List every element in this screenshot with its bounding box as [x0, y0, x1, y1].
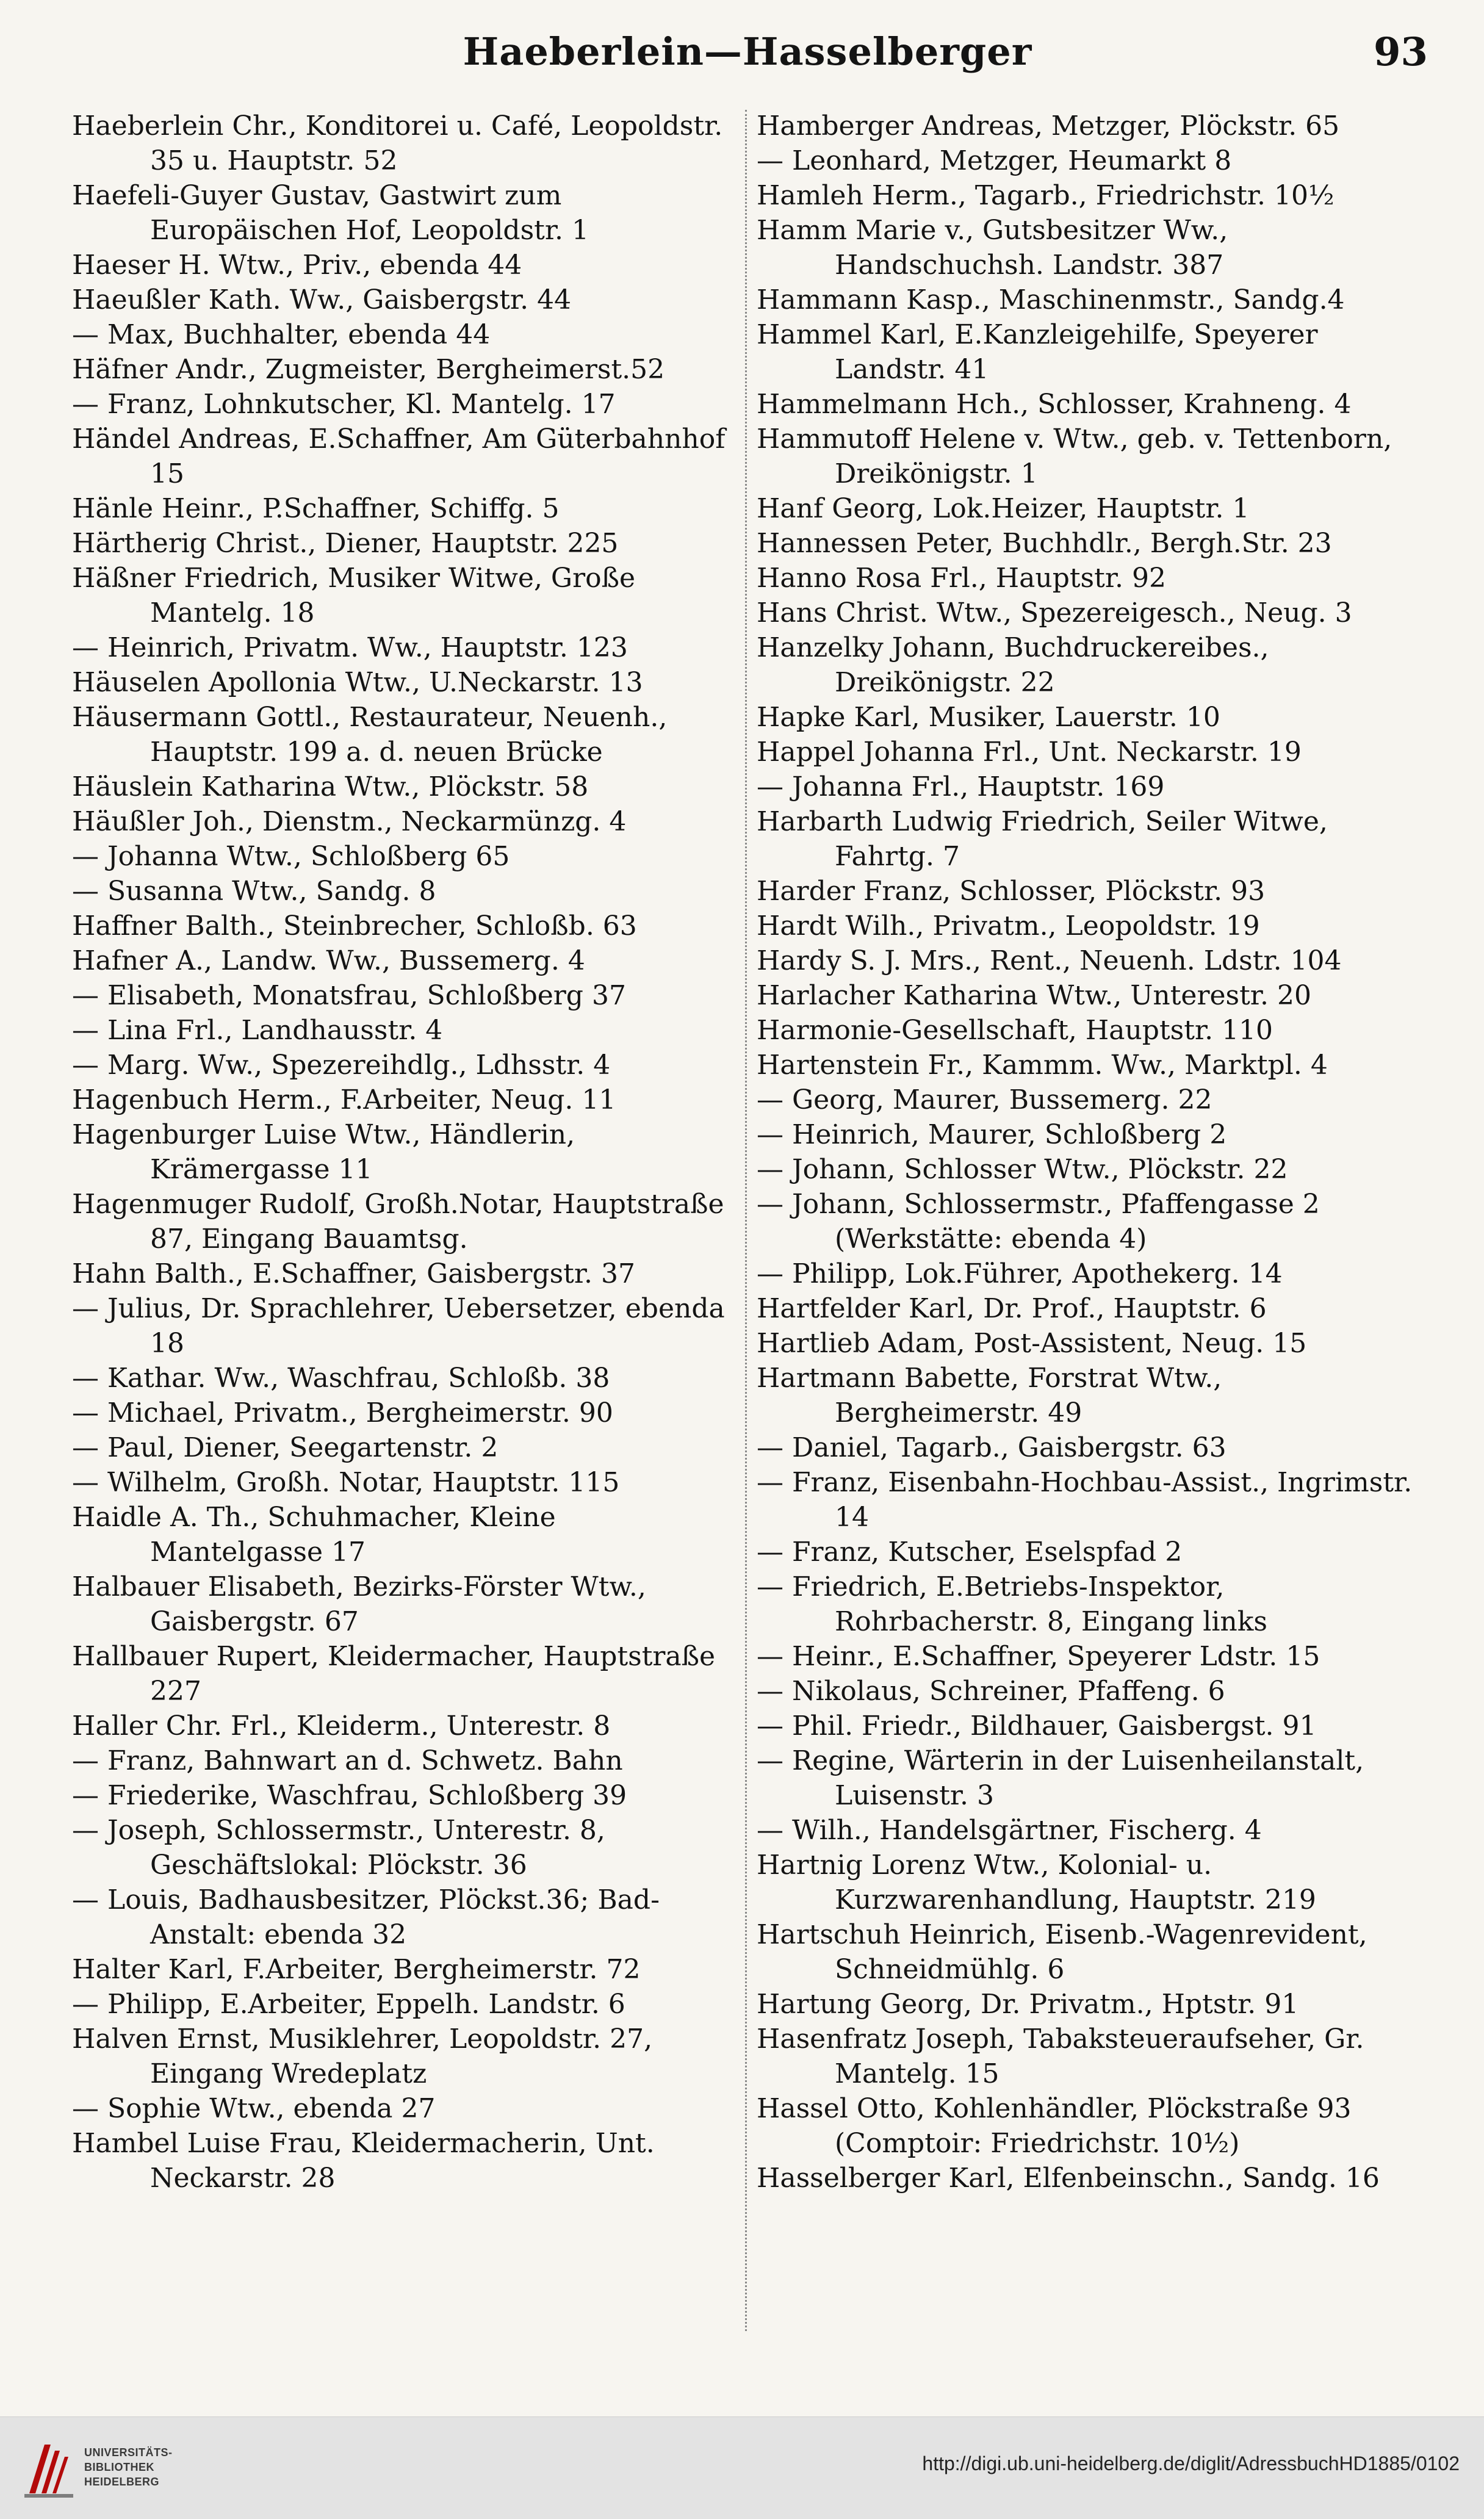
directory-entry: Hammel Karl, E.Kanzleigehilfe, Speyerer Landstr. 41 — [757, 319, 1318, 385]
directory-entry: Hamm Marie v., Gutsbesitzer Ww., Handschuchsh. Landstr. 387 — [757, 215, 1228, 281]
directory-entry: Harbarth Ludwig Friedrich, Seiler Witwe, Fahrtg. 7 — [757, 806, 1328, 872]
directory-entry: Häßner Friedrich, Musiker Witwe, Große Mantelg. 18 — [72, 563, 636, 629]
directory-entry: — Wilhelm, Großh. Notar, Hauptstr. 115 — [72, 1467, 620, 1498]
directory-entry: Happel Johanna Frl., Unt. Neckarstr. 19 — [757, 737, 1302, 768]
directory-entry: — Paul, Diener, Seegartenstr. 2 — [72, 1432, 499, 1463]
directory-entry: Hambel Luise Frau, Kleidermacherin, Unt. Neckarstr. 28 — [72, 2128, 655, 2194]
directory-entry: Harmonie-Gesellschaft, Hauptstr. 110 — [757, 1015, 1273, 1046]
directory-entry: Hartlieb Adam, Post-Assistent, Neug. 15 — [757, 1328, 1307, 1359]
directory-entry: — Philipp, Lok.Führer, Apothekerg. 14 — [757, 1258, 1283, 1289]
directory-entry: — Johann, Schlossermstr., Pfaffengasse 2 (Werkstätte: ebenda 4) — [757, 1189, 1320, 1255]
directory-entry: Hagenbuch Herm., F.Arbeiter, Neug. 11 — [72, 1084, 616, 1115]
directory-entry: — Franz, Lohnkutscher, Kl. Mantelg. 17 — [72, 389, 616, 420]
directory-entry: — Johanna Wtw., Schloßberg 65 — [72, 841, 510, 872]
directory-entry: — Friederike, Waschfrau, Schloßberg 39 — [72, 1780, 627, 1811]
directory-entry: Haefeli-Guyer Gustav, Gastwirt zum Europäischen Hof, Leopoldstr. 1 — [72, 180, 589, 246]
digitization-footer — [0, 2416, 1484, 2519]
directory-entry: — Max, Buchhalter, ebenda 44 — [72, 319, 491, 350]
directory-entry: — Lina Frl., Landhausstr. 4 — [72, 1015, 443, 1046]
directory-entry: Hardy S. J. Mrs., Rent., Neuenh. Ldstr. 104 — [757, 945, 1342, 976]
directory-entry: Haidle A. Th., Schuhmacher, Kleine Mantelgasse 17 — [72, 1502, 556, 1568]
column-divider — [745, 110, 747, 2331]
running-title: Haeberlein—Hasselberger — [463, 29, 1032, 74]
page-header — [67, 12, 1428, 85]
directory-entry: — Sophie Wtw., ebenda 27 — [72, 2093, 436, 2124]
directory-entry: Hagenmuger Rudolf, Großh.Notar, Hauptstraße 87, Eingang Bauamtsg. — [72, 1189, 724, 1255]
directory-entry: Hannessen Peter, Buchhdlr., Bergh.Str. 23 — [757, 528, 1332, 559]
directory-entry: Häusermann Gottl., Restaurateur, Neuenh., Hauptstr. 199 a. d. neuen Brücke — [72, 702, 668, 768]
directory-entry: Hahn Balth., E.Schaffner, Gaisbergstr. 37 — [72, 1258, 636, 1289]
directory-entry: Hagenburger Luise Wtw., Händlerin, Krämergasse 11 — [72, 1119, 575, 1185]
directory-entry: Hallbauer Rupert, Kleidermacher, Hauptstraße 227 — [72, 1641, 716, 1707]
directory-entry: — Kathar. Ww., Waschfrau, Schloßb. 38 — [72, 1363, 610, 1394]
directory-entry: Haffner Balth., Steinbrecher, Schloßb. 63 — [72, 910, 637, 942]
directory-entry: Hartschuh Heinrich, Eisenb.-Wagenrevident, Schneidmühlg. 6 — [757, 1919, 1367, 1985]
directory-entry: Hartfelder Karl, Dr. Prof., Hauptstr. 6 — [757, 1293, 1267, 1324]
directory-entry: Hardt Wilh., Privatm., Leopoldstr. 19 — [757, 910, 1260, 942]
directory-entry: — Leonhard, Metzger, Heumarkt 8 — [757, 145, 1232, 176]
directory-entry: — Regine, Wärterin in der Luisenheilanstalt, Luisenstr. 3 — [757, 1745, 1364, 1811]
directory-entry: Hamberger Andreas, Metzger, Plöckstr. 65 — [757, 110, 1340, 142]
directory-entry: Harlacher Katharina Wtw., Unterestr. 20 — [757, 980, 1311, 1011]
directory-entry: Hammutoff Helene v. Wtw., geb. v. Tettenborn, Dreikönigstr. 1 — [757, 423, 1392, 489]
directory-entry: — Daniel, Tagarb., Gaisbergstr. 63 — [757, 1432, 1226, 1463]
directory-entry: Häuslein Katharina Wtw., Plöckstr. 58 — [72, 771, 589, 802]
directory-entry: Häfner Andr., Zugmeister, Bergheimerst.52 — [72, 354, 665, 385]
directory-entry: Hartmann Babette, Forstrat Wtw., Bergheimerstr. 49 — [757, 1363, 1222, 1429]
directory-entry: Harder Franz, Schlosser, Plöckstr. 93 — [757, 876, 1266, 907]
directory-entry: Hanzelky Johann, Buchdruckereibes., Dreikönigstr. 22 — [757, 632, 1269, 698]
logo-line-3: HEIDELBERG — [84, 2476, 160, 2488]
directory-entry: — Joseph, Schlossermstr., Unterestr. 8, Geschäftslokal: Plöckstr. 36 — [72, 1815, 605, 1881]
directory-entry: — Friedrich, E.Betriebs-Inspektor, Rohrbacherstr. 8, Eingang links — [757, 1571, 1267, 1637]
directory-entry: — Louis, Badhausbesitzer, Plöckst.36; Bad-Anstalt: ebenda 32 — [72, 1884, 660, 1950]
directory-entry: Hassel Otto, Kohlenhändler, Plöckstraße 93 (Comptoir: Friedrichstr. 10½) — [757, 2093, 1352, 2159]
directory-entry: Haeußler Kath. Ww., Gaisbergstr. 44 — [72, 284, 572, 315]
page-number: 93 — [1373, 29, 1428, 75]
directory-entry: Händel Andreas, E.Schaffner, Am Güterbahnhof 15 — [72, 423, 726, 489]
directory-entry: Hasenfratz Joseph, Tabaksteueraufseher, Gr. Mantelg. 15 — [757, 2023, 1364, 2089]
directory-entry: Hänle Heinr., P.Schaffner, Schiffg. 5 — [72, 493, 560, 524]
directory-entry: Hasselberger Karl, Elfenbeinschn., Sandg. 16 — [757, 2163, 1380, 2194]
directory-entry: Hammelmann Hch., Schlosser, Krahneng. 4 — [757, 389, 1352, 420]
directory-column-left — [72, 109, 734, 2336]
directory-entry: Hapke Karl, Musiker, Lauerstr. 10 — [757, 702, 1220, 733]
directory-entry: — Johanna Frl., Hauptstr. 169 — [757, 771, 1165, 802]
directory-entry: — Michael, Privatm., Bergheimerstr. 90 — [72, 1397, 613, 1429]
directory-entry: Hanno Rosa Frl., Hauptstr. 92 — [757, 563, 1166, 594]
directory-entry: Hamleh Herm., Tagarb., Friedrichstr. 10½ — [757, 180, 1335, 211]
directory-entry: Hanf Georg, Lok.Heizer, Hauptstr. 1 — [757, 493, 1250, 524]
directory-entry: Häuselen Apollonia Wtw., U.Neckarstr. 13 — [72, 667, 643, 698]
logo-line-2: BIBLIOTHEK — [84, 2461, 154, 2473]
directory-entry: — Wilh., Handelsgärtner, Fischerg. 4 — [757, 1815, 1262, 1846]
directory-entry: — Heinrich, Maurer, Schloßberg 2 — [757, 1119, 1227, 1150]
directory-entry: — Georg, Maurer, Bussemerg. 22 — [757, 1084, 1212, 1115]
directory-entry: Haller Chr. Frl., Kleiderm., Unterestr. 8 — [72, 1710, 611, 1742]
directory-entry: — Philipp, E.Arbeiter, Eppelh. Landstr. 6 — [72, 1989, 625, 2020]
directory-entry: Härtherig Christ., Diener, Hauptstr. 225 — [72, 528, 619, 559]
directory-entry: — Franz, Kutscher, Eselspfad 2 — [757, 1537, 1183, 1568]
directory-entry: Hafner A., Landw. Ww., Bussemerg. 4 — [72, 945, 585, 976]
library-logo[interactable] — [17, 2435, 200, 2503]
directory-entry: Hartenstein Fr., Kammm. Ww., Marktpl. 4 — [757, 1050, 1328, 1081]
directory-entry: — Julius, Dr. Sprachlehrer, Uebersetzer, ebenda 18 — [72, 1293, 725, 1359]
directory-entry: — Heinrich, Privatm. Ww., Hauptstr. 123 — [72, 632, 628, 663]
library-seal-icon — [17, 2435, 78, 2503]
directory-entry: — Nikolaus, Schreiner, Pfaffeng. 6 — [757, 1676, 1225, 1707]
directory-entry: — Franz, Bahnwart an d. Schwetz. Bahn — [72, 1745, 623, 1776]
logo-line-1: UNIVERSITÄTS- — [84, 2446, 173, 2459]
directory-entry: — Heinr., E.Schaffner, Speyerer Ldstr. 15 — [757, 1641, 1320, 1672]
source-url-link[interactable]: http://digi.ub.uni-heidelberg.de/diglit/AdressbuchHD1885/0102 — [922, 2452, 1460, 2474]
directory-entry: — Susanna Wtw., Sandg. 8 — [72, 876, 436, 907]
directory-entry: Hans Christ. Wtw., Spezereigesch., Neug. 3 — [757, 597, 1352, 629]
directory-entry: Haeberlein Chr., Konditorei u. Café, Leopoldstr. 35 u. Hauptstr. 52 — [72, 110, 723, 176]
directory-column-right — [757, 109, 1419, 2336]
directory-entry: — Johann, Schlosser Wtw., Plöckstr. 22 — [757, 1154, 1288, 1185]
directory-entry: Hartnig Lorenz Wtw., Kolonial- u. Kurzwarenhandlung, Hauptstr. 219 — [757, 1850, 1316, 1915]
directory-entry: — Marg. Ww., Spezereihdlg., Ldhsstr. 4 — [72, 1050, 611, 1081]
directory-entry: Hammann Kasp., Maschinenmstr., Sandg.4 — [757, 284, 1345, 315]
directory-entry: — Phil. Friedr., Bildhauer, Gaisbergst. 91 — [757, 1710, 1317, 1742]
directory-entry: Halven Ernst, Musiklehrer, Leopoldstr. 27, Eingang Wredeplatz — [72, 2023, 653, 2089]
directory-entry: Haeser H. Wtw., Priv., ebenda 44 — [72, 250, 522, 281]
directory-entry: Halter Karl, F.Arbeiter, Bergheimerstr. 72 — [72, 1954, 641, 1985]
directory-entry: — Elisabeth, Monatsfrau, Schloßberg 37 — [72, 980, 626, 1011]
directory-entry: Hartung Georg, Dr. Privatm., Hptstr. 91 — [757, 1989, 1299, 2020]
directory-entry: — Franz, Eisenbahn-Hochbau-Assist., Ingrimstr. 14 — [757, 1467, 1413, 1533]
directory-entry: Häußler Joh., Dienstm., Neckarmünzg. 4 — [72, 806, 627, 837]
directory-entry: Halbauer Elisabeth, Bezirks-Förster Wtw., Gaisbergstr. 67 — [72, 1571, 646, 1637]
